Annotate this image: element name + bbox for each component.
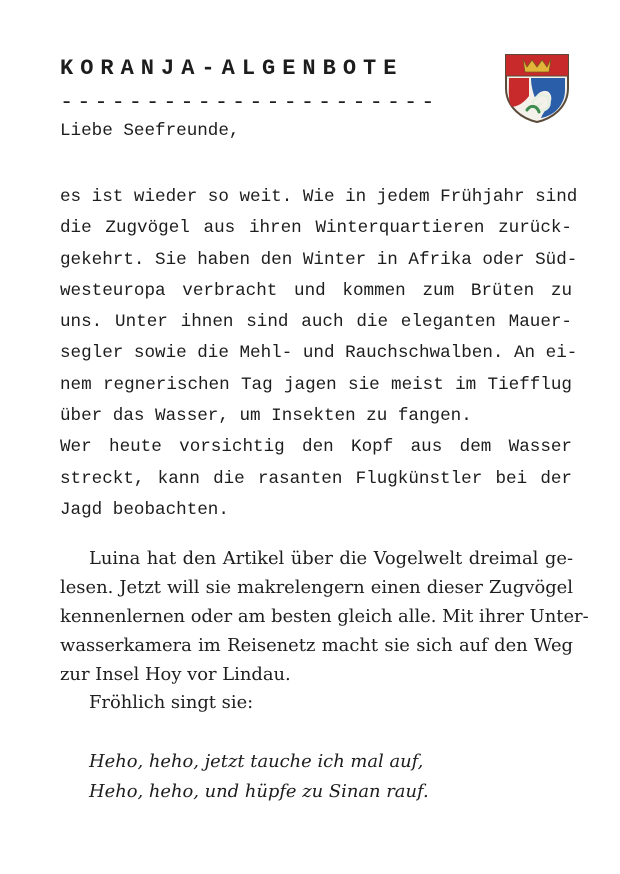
article-line: uns. Unter ihnen sind auch die eleganten Mauer- xyxy=(60,312,572,333)
story-line: kennenlernen oder am besten gleich alle. Mit ihrer Unter- xyxy=(60,605,589,627)
song-intro: Fröhlich singt sie: xyxy=(89,692,254,714)
article-line: Jagd beobachten. xyxy=(60,499,229,520)
song-verse-line: Heho, heho, und hüpfe zu Sinan rauf. xyxy=(89,780,429,802)
newsletter-article xyxy=(60,182,578,526)
article-line: segler sowie die Mehl- und Rauchschwalben. An ei- xyxy=(60,343,578,364)
article-line: westeuropa verbracht und kommen zum Brüten zu xyxy=(60,280,572,301)
letter-greeting: Liebe Seefreunde, xyxy=(60,121,240,141)
story-line: lesen. Jetzt will sie makrelengern einen dieser Zugvögel xyxy=(60,576,573,598)
story-line: zur Insel Hoy vor Lindau. xyxy=(60,663,291,685)
article-line: über das Wasser, um Insekten zu fangen. xyxy=(60,406,472,427)
article-line: die Zugvögel aus ihren Winterquartieren zurück- xyxy=(60,218,572,239)
newsletter-title: KORANJA-ALGENBOTE xyxy=(60,56,404,81)
article-line: es ist wieder so weit. Wie in jedem Frühjahr sind xyxy=(60,187,578,207)
story-line: Luina hat den Artikel über die Vogelwelt dreimal ge- xyxy=(89,548,573,569)
article-line: streckt, kann die rasanten Flugkünstler bei der xyxy=(60,468,572,489)
coat-of-arms-icon xyxy=(503,52,571,124)
article-line: gekehrt. Sie haben den Winter in Afrika oder Süd- xyxy=(60,249,578,270)
story-line: wasserkamera im Reisenetz macht sie sich auf den Weg xyxy=(60,634,573,656)
title-underline: ---------------------- xyxy=(60,90,439,115)
song-verse-line: Heho, heho, jetzt tauche ich mal auf, xyxy=(89,751,424,773)
story-text xyxy=(60,545,589,806)
article-line: nem regnerischen Tag jagen sie meist im Tiefflug xyxy=(60,374,572,395)
article-line: Wer heute vorsichtig den Kopf aus dem Wasser xyxy=(60,437,572,458)
